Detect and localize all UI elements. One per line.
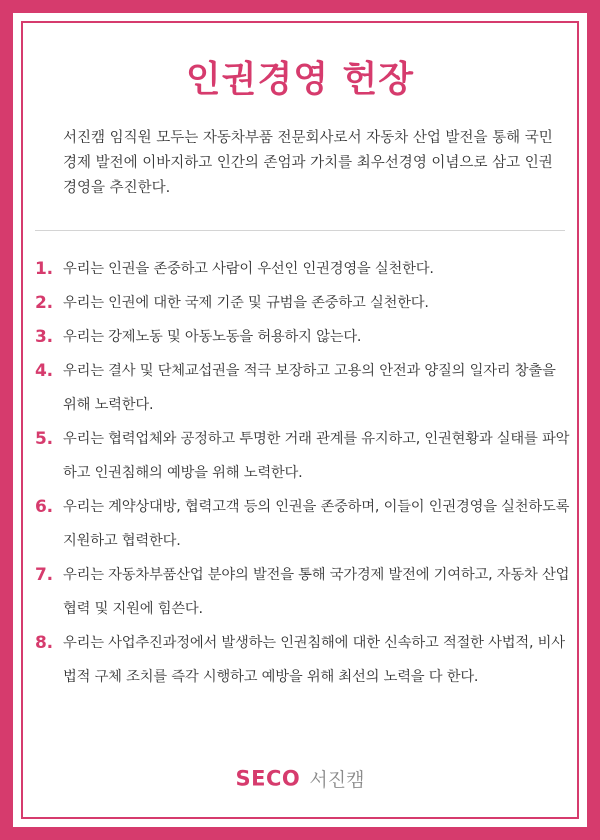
list-item <box>35 354 570 422</box>
item-text: 우리는 계약상대방, 협력고객 등의 인권을 존중하며, 이들이 인권경영을 실천하도록 지원하고 협력한다. <box>63 499 570 549</box>
intro-paragraph: 서진캠 임직원 모두는 자동차부품 전문회사로서 자동차 산업 발전을 통해 국민경제 발전에 이바지하고 인간의 존엄과 가치를 최우선경영 이념으로 삼고 인권경영을 추진한다. <box>63 130 553 196</box>
page-title: 인권경영 헌장 <box>185 59 415 100</box>
list-item <box>35 286 570 320</box>
item-number: 6. <box>35 497 53 517</box>
item-number: 8. <box>35 633 53 653</box>
item-number: 4. <box>35 361 53 381</box>
list-item <box>35 252 570 286</box>
item-number: 1. <box>35 259 53 279</box>
list-item <box>35 422 570 490</box>
item-number: 7. <box>35 565 53 585</box>
list-item <box>35 558 570 626</box>
list-item <box>35 320 570 354</box>
divider <box>35 230 565 231</box>
item-number: 3. <box>35 327 53 347</box>
item-text: 우리는 결사 및 단체교섭권을 적극 보장하고 고용의 안전과 양질의 일자리 창출을 위해 노력한다. <box>63 363 556 413</box>
list-item <box>35 490 570 558</box>
footer-logo <box>13 765 587 792</box>
brand-logo: SECO <box>235 766 301 791</box>
item-text: 우리는 강제노동 및 아동노동을 허용하지 않는다. <box>63 329 362 345</box>
item-text: 우리는 사업추진과정에서 발생하는 인권침해에 대한 신속하고 적절한 사법적, 비사법적 구체 조치를 즉각 시행하고 예방을 위해 최선의 노력을 다 한다. <box>63 635 565 685</box>
list-item <box>35 626 570 694</box>
item-text: 우리는 인권에 대한 국제 기준 및 규범을 존중하고 실천한다. <box>63 295 429 311</box>
brand-name-korean: 서진캠 <box>309 769 365 791</box>
item-number: 2. <box>35 293 53 313</box>
item-text: 우리는 자동차부품산업 분야의 발전을 통해 국가경제 발전에 기여하고, 자동차 산업협력 및 지원에 힘쓴다. <box>63 567 570 617</box>
charter-list <box>35 252 570 694</box>
item-text: 우리는 협력업체와 공정하고 투명한 거래 관계를 유지하고, 인권현황과 실태를 파악하고 인권침해의 예방을 위해 노력한다. <box>63 431 570 481</box>
charter-card <box>13 13 587 827</box>
item-number: 5. <box>35 429 53 449</box>
item-text: 우리는 인권을 존중하고 사람이 우선인 인권경영을 실천한다. <box>63 261 434 277</box>
